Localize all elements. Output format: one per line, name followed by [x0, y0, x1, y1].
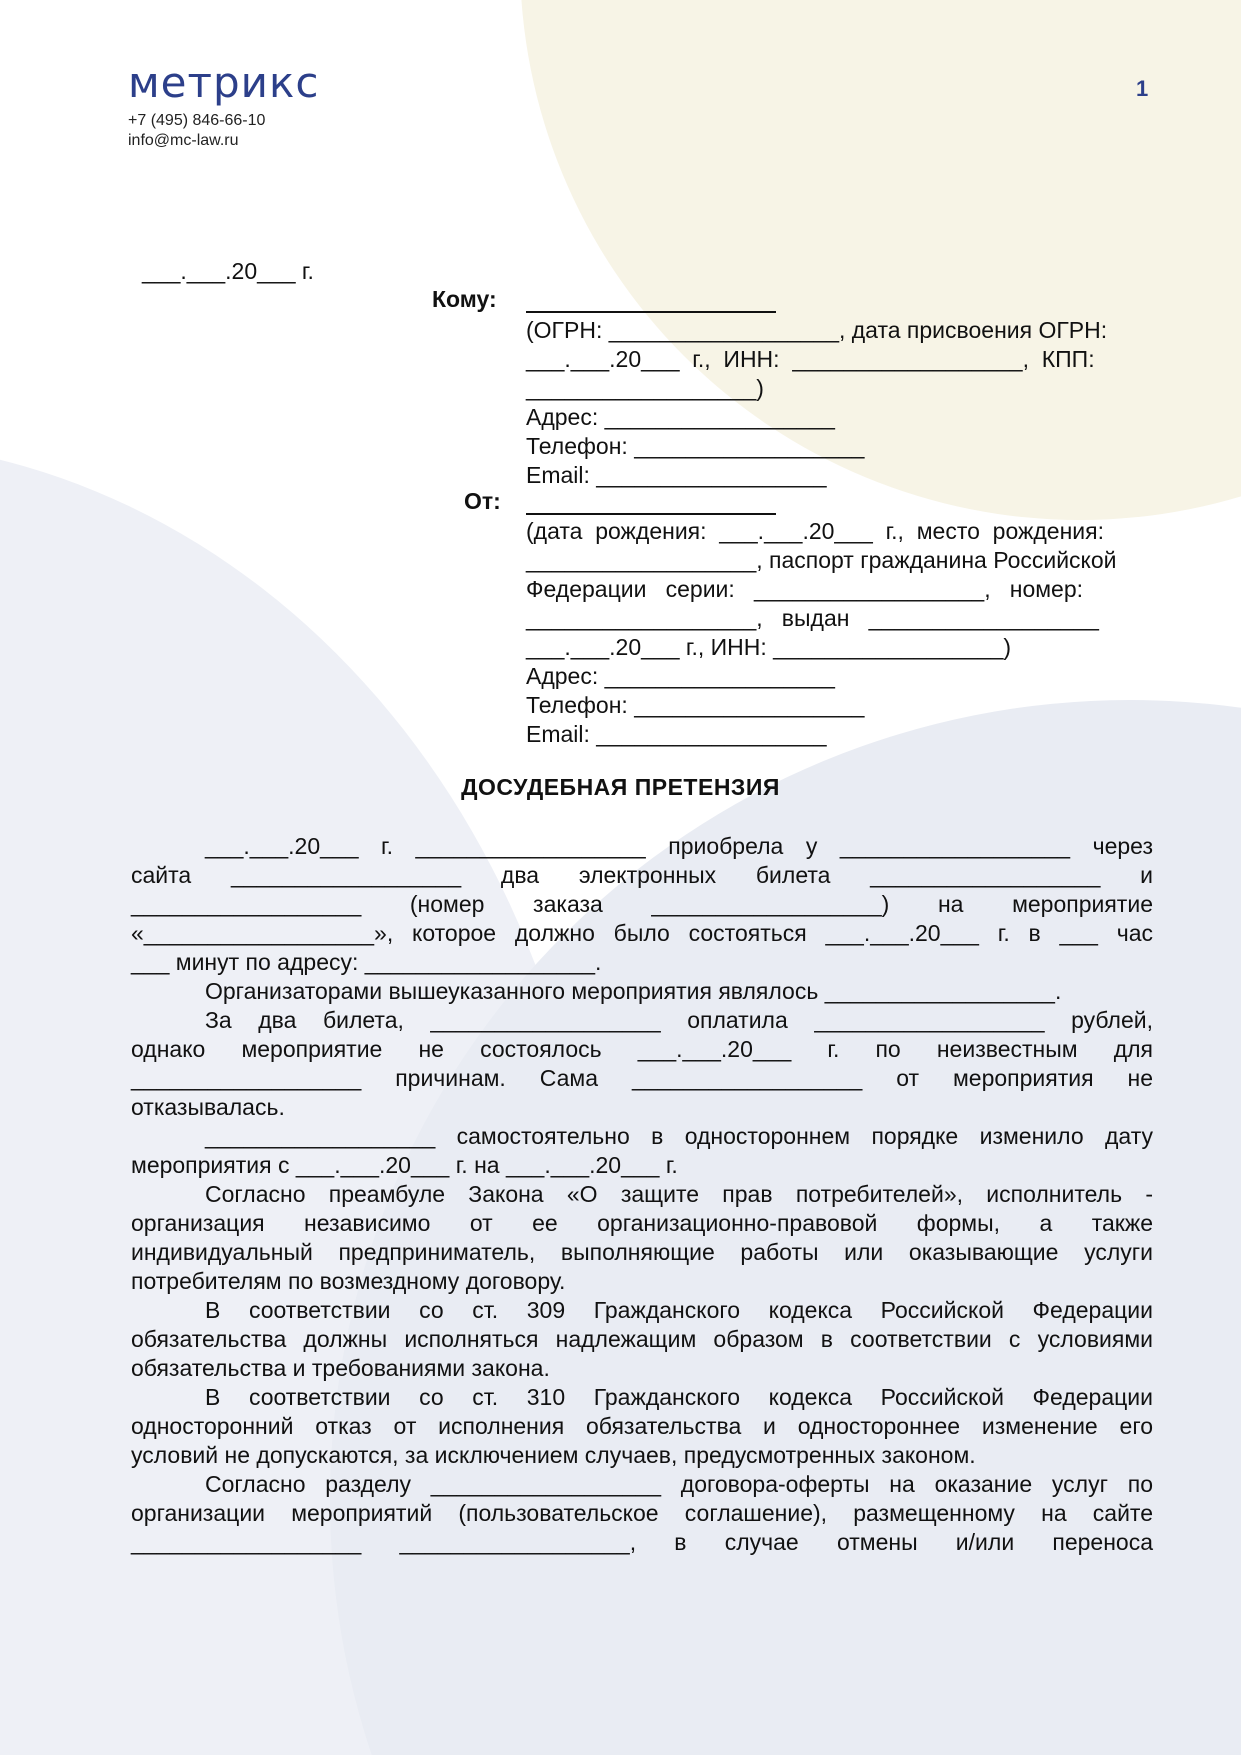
to-line-1: (ОГРН: __________________, дата присвоения ОГРН:	[526, 317, 1108, 343]
company-logo: метрикс	[128, 58, 320, 107]
from-phone: Телефон: __________________	[526, 692, 865, 718]
contact-email: info@mc-law.ru	[128, 132, 239, 149]
page-number: 1	[1136, 76, 1149, 101]
body-line: В соответствии со ст. 309 Гражданского кодекса Российской Федерации	[205, 1297, 1153, 1323]
body-line: «__________________», которое должно было состояться ___.___.20___ г. в ___ час	[131, 920, 1153, 946]
to-label: Кому:	[432, 286, 497, 312]
from-label: От:	[464, 488, 501, 514]
to-email: Email: __________________	[526, 462, 827, 488]
body-line: условий не допускаются, за исключением случаев, предусмотренных законом.	[131, 1442, 976, 1468]
body-line: мероприятия с ___.___.20___ г. на ___.___.20___ г.	[131, 1152, 678, 1178]
body-line: обязательства должны исполняться надлежащим образом в соответствии с условиями	[131, 1326, 1153, 1352]
to-address: Адрес: __________________	[526, 404, 835, 430]
to-line-3: __________________)	[526, 375, 764, 401]
body-line: ___.___.20___ г. __________________ приобрела у __________________ через	[205, 833, 1153, 859]
body-line: Организаторами вышеуказанного мероприятия являлось __________________.	[205, 978, 1062, 1004]
body-line: однако мероприятие не состоялось ___.___.20___ г. по неизвестным для	[131, 1036, 1153, 1062]
body-line: потребителям по возмездному договору.	[131, 1268, 566, 1294]
body-line: Согласно разделу __________________ договора-оферты на оказание услуг по	[205, 1471, 1153, 1497]
body-line: сайта __________________ два электронных билета __________________ и	[131, 862, 1153, 888]
body-line: организация независимо от ее организационно-правовой формы, а также	[131, 1210, 1153, 1236]
from-name-blank	[526, 513, 776, 515]
from-line-1: (дата рождения: ___.___.20___ г., место рождения:	[526, 518, 1104, 544]
document-title: ДОСУДЕБНАЯ ПРЕТЕНЗИЯ	[461, 774, 780, 800]
body-line: __________________ (номер заказа __________________) на мероприятие	[131, 891, 1153, 917]
body-line: индивидуальный предприниматель, выполняющие работы или оказывающие услуги	[131, 1239, 1153, 1265]
body-line: __________________ самостоятельно в одностороннем порядке изменило дату	[205, 1123, 1153, 1149]
body-line: За два билета, __________________ оплатила __________________ рублей,	[205, 1007, 1153, 1033]
from-line-4: __________________, выдан __________________	[526, 605, 1099, 631]
from-address: Адрес: __________________	[526, 663, 835, 689]
body-line: организации мероприятий (пользовательское соглашение), размещенному на сайте	[131, 1500, 1153, 1526]
body-line: обязательства и требованиями закона.	[131, 1355, 550, 1381]
from-email: Email: __________________	[526, 721, 827, 747]
body-line: __________________ причинам. Сама __________________ от мероприятия не	[131, 1065, 1153, 1091]
to-phone: Телефон: __________________	[526, 433, 865, 459]
from-line-3: Федерации серии: __________________, номер:	[526, 576, 1084, 602]
body-line: односторонний отказ от исполнения обязательства и одностороннее изменение его	[131, 1413, 1153, 1439]
contact-phone: +7 (495) 846-66-10	[128, 112, 266, 129]
from-line-2: __________________, паспорт гражданина Российской	[526, 547, 1117, 573]
body-line: ___ минут по адресу: __________________.	[131, 949, 602, 975]
date-line: ___.___.20___ г.	[142, 258, 314, 284]
body-line: Согласно преамбуле Закона «О защите прав потребителей», исполнитель -	[205, 1181, 1153, 1207]
body-line: __________________ __________________, в случае отмены и/или переноса	[131, 1529, 1153, 1555]
to-name-blank	[526, 311, 776, 313]
body-line: В соответствии со ст. 310 Гражданского кодекса Российской Федерации	[205, 1384, 1153, 1410]
from-line-5: ___.___.20___ г., ИНН: __________________)	[526, 634, 1012, 660]
to-line-2: ___.___.20___ г., ИНН: __________________, КПП:	[526, 346, 1095, 372]
body-line: отказывалась.	[131, 1094, 285, 1120]
